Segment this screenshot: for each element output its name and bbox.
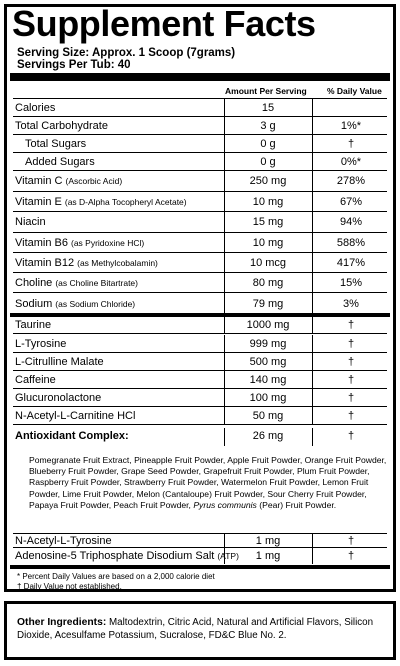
table-row bbox=[13, 135, 387, 153]
serving-size-label: Serving Size: bbox=[17, 47, 90, 59]
row-daily-value: 1%* bbox=[340, 119, 362, 132]
row-label bbox=[15, 233, 144, 252]
row-label-detail: (ATP) bbox=[217, 551, 239, 561]
servings-per-tub-value: 40 bbox=[117, 59, 131, 71]
row-daily-value: † bbox=[347, 550, 355, 562]
row-label bbox=[15, 117, 108, 134]
table-row bbox=[13, 371, 387, 389]
row-label-text: Total Sugars bbox=[25, 137, 87, 150]
other-ingredients-label: Other Ingredients: bbox=[17, 617, 107, 628]
row-amount: 140 mg bbox=[249, 373, 287, 386]
row-daily-value: 67% bbox=[339, 195, 363, 208]
row-daily-value: † bbox=[347, 430, 355, 442]
row-daily-value: † bbox=[347, 391, 355, 404]
row-label-text: Vitamin C bbox=[15, 175, 63, 187]
row-amount: 15 mg bbox=[252, 216, 284, 228]
table-row bbox=[13, 273, 387, 293]
row-amount: 26 mg bbox=[252, 430, 284, 442]
row-label bbox=[15, 171, 122, 191]
row-label-text: Caffeine bbox=[15, 373, 56, 386]
row-label bbox=[15, 192, 187, 211]
row-label-detail: (as D-Alpha Tocopheryl Acetate) bbox=[64, 196, 187, 207]
row-label-text: Taurine bbox=[15, 318, 52, 331]
row-label-detail: (as Sodium Chloride) bbox=[55, 298, 136, 309]
row-label-text: Niacin bbox=[15, 216, 46, 228]
row-label-text: L-Tyrosine bbox=[15, 337, 67, 350]
row-amount: 15 bbox=[261, 101, 275, 114]
table-row bbox=[13, 117, 387, 135]
row-label-detail: (as Methylcobalamin) bbox=[77, 257, 158, 268]
row-amount: 500 mg bbox=[249, 355, 287, 368]
table-row bbox=[13, 192, 387, 212]
row-daily-value: 0%* bbox=[340, 155, 362, 168]
row-amount: 1000 mg bbox=[246, 318, 290, 331]
row-label bbox=[15, 548, 239, 564]
row-label-text: Vitamin B12 bbox=[15, 256, 75, 269]
row-label bbox=[15, 316, 51, 333]
row-label-text: Vitamin B6 bbox=[15, 236, 68, 249]
row-label-text: Total Carbohydrate bbox=[15, 119, 108, 132]
row-label bbox=[25, 153, 95, 170]
antioxidant-description-end: (Pear) Fruit Powder. bbox=[259, 499, 337, 510]
row-amount: 10 mg bbox=[252, 195, 284, 208]
row-label bbox=[15, 273, 138, 292]
row-daily-value: † bbox=[347, 137, 355, 150]
table-row bbox=[13, 316, 387, 334]
row-label-text: Added Sugars bbox=[25, 155, 95, 168]
row-label bbox=[15, 99, 55, 116]
panel-title: Supplement Facts bbox=[12, 3, 316, 44]
row-amount: 0 g bbox=[260, 137, 276, 150]
other-ingredients-text: Maltodextrin, Citric Acid, Natural and Artificial Flavors, Silicon Dioxide, Acesulfame Potassium, Sucralose, FD&C Blue No. 2. bbox=[17, 617, 374, 641]
row-label-detail: (as Choline Bitartrate) bbox=[55, 277, 138, 288]
row-daily-value: 588% bbox=[336, 236, 366, 249]
row-label-text: Choline bbox=[15, 276, 53, 289]
row-label-text: N-Acetyl-L-Tyrosine bbox=[15, 534, 112, 547]
table-row bbox=[13, 426, 387, 446]
serving-size bbox=[17, 47, 235, 59]
row-daily-value: † bbox=[347, 534, 355, 547]
table-row bbox=[13, 533, 387, 548]
table-row bbox=[13, 548, 387, 564]
row-daily-value bbox=[313, 99, 389, 116]
row-amount: 100 mg bbox=[249, 391, 287, 404]
row-label bbox=[15, 426, 129, 446]
table-row bbox=[13, 335, 387, 353]
table-row bbox=[13, 389, 387, 407]
table-row bbox=[13, 233, 387, 253]
antioxidant-description-text: Pomegranate Fruit Extract, Pineapple Fruit Powder, Apple Fruit Powder, Orange Fruit Powder, Blueberry Fruit Powder, Grape Seed Powder, Grapefruit Fruit Powder, Plum Fruit Powder, Raspberry Fruit Powder, Strawberry Fruit Powder, Watermelon Fruit Powder, Lemon Fruit Powder, Lime Fruit Powder, Melon (Cantaloupe) Fruit Powder, Sour Cherry Fruit Powder, Papaya Fruit Powder, Peach Fruit Powder, bbox=[29, 455, 387, 510]
row-label-text: Antioxidant Complex: bbox=[15, 430, 129, 442]
row-amount: 10 mcg bbox=[249, 256, 287, 269]
table-row bbox=[13, 171, 387, 192]
row-daily-value: 417% bbox=[336, 256, 366, 269]
row-label-text: Glucuronolactone bbox=[15, 391, 102, 404]
serving-size-value: Approx. 1 Scoop (7grams) bbox=[92, 47, 236, 59]
servings-per-tub bbox=[17, 59, 131, 71]
row-label bbox=[15, 335, 66, 352]
row-label-text: Calories bbox=[15, 101, 56, 114]
servings-per-tub-label: Servings Per Tub: bbox=[17, 59, 115, 71]
row-daily-value: 94% bbox=[339, 216, 363, 228]
row-label bbox=[15, 534, 112, 547]
row-daily-value: 3% bbox=[343, 297, 359, 310]
other-ingredients-box bbox=[4, 601, 396, 660]
row-label-text: Sodium bbox=[15, 297, 53, 310]
row-label bbox=[25, 135, 86, 152]
row-daily-value: † bbox=[347, 373, 355, 386]
row-amount: 999 mg bbox=[249, 337, 287, 350]
table-row bbox=[13, 353, 387, 371]
row-daily-value: 15% bbox=[339, 276, 363, 289]
table-row bbox=[13, 153, 387, 171]
row-amount: 79 mg bbox=[252, 297, 284, 310]
row-amount: 250 mg bbox=[249, 175, 287, 187]
row-label-detail: (Ascorbic Acid) bbox=[65, 176, 123, 186]
row-label bbox=[15, 371, 56, 388]
row-label bbox=[15, 293, 135, 314]
row-amount: 1 mg bbox=[255, 550, 281, 562]
bottom-divider bbox=[10, 565, 390, 569]
row-label-text: N-Acetyl-L-Carnitine HCl bbox=[15, 409, 136, 422]
other-ingredients bbox=[17, 616, 387, 642]
table-row bbox=[13, 253, 387, 273]
row-amount: 0 g bbox=[260, 155, 276, 168]
footnote-dagger: † Daily Value not established. bbox=[17, 582, 122, 591]
row-label bbox=[15, 253, 158, 272]
antioxidant-description bbox=[29, 455, 389, 511]
row-amount: 3 g bbox=[260, 119, 276, 132]
row-label-detail: (as Pyridoxine HCl) bbox=[71, 237, 145, 248]
row-daily-value: † bbox=[347, 409, 355, 422]
table-row bbox=[13, 407, 387, 425]
header-daily-value: % Daily Value bbox=[327, 86, 382, 96]
footnote-percent: * Percent Daily Values are based on a 2,000 calorie diet bbox=[17, 572, 215, 581]
thick-divider bbox=[10, 73, 390, 81]
row-label-text: Vitamin E bbox=[15, 195, 62, 208]
row-amount: 1 mg bbox=[255, 534, 281, 547]
section-divider bbox=[10, 313, 390, 317]
row-label bbox=[15, 212, 46, 232]
row-amount: 80 mg bbox=[252, 276, 284, 289]
table-row bbox=[13, 99, 387, 117]
row-label bbox=[15, 389, 101, 406]
row-amount: 10 mg bbox=[252, 236, 284, 249]
supplement-facts-panel bbox=[4, 4, 396, 592]
row-daily-value: † bbox=[347, 337, 355, 350]
row-daily-value: † bbox=[347, 355, 355, 368]
row-label bbox=[15, 353, 104, 370]
header-amount: Amount Per Serving bbox=[225, 86, 307, 96]
row-amount: 50 mg bbox=[252, 409, 284, 422]
antioxidant-description-italic: Pyrus communis bbox=[193, 499, 257, 510]
row-label-text: L-Citrulline Malate bbox=[15, 355, 104, 368]
row-label-text: Adenosine-5 Triphosphate Disodium Salt bbox=[15, 550, 215, 562]
row-daily-value: † bbox=[347, 318, 355, 331]
table-row bbox=[13, 293, 387, 314]
row-label bbox=[15, 407, 135, 424]
table-row bbox=[13, 212, 387, 233]
row-daily-value: 278% bbox=[336, 175, 366, 187]
